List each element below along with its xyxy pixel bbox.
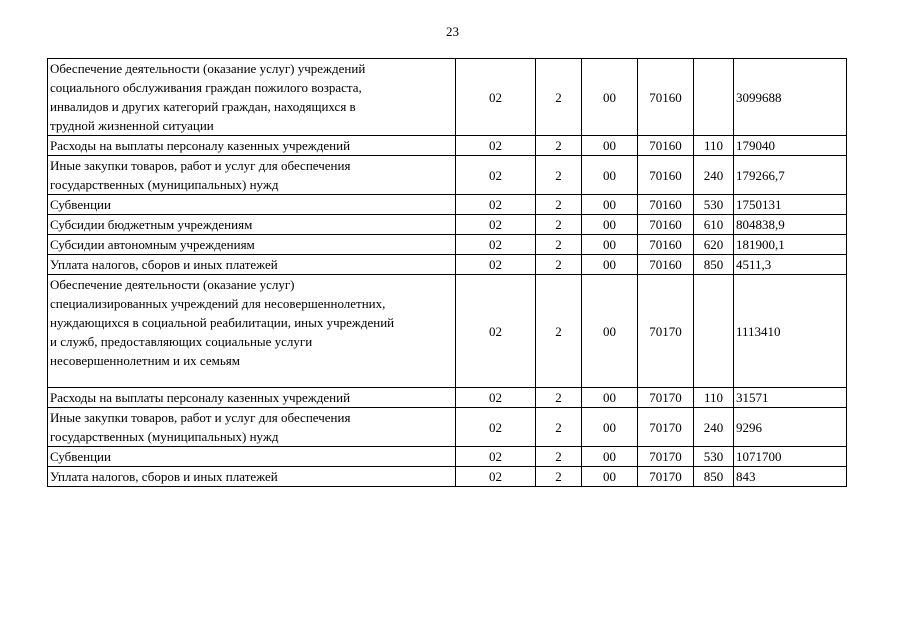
code-cell-c5: 240: [694, 156, 734, 195]
code-cell-c1: 02: [456, 255, 536, 275]
code-cell-c4: 70160: [638, 235, 694, 255]
code-cell-c1: 02: [456, 447, 536, 467]
code-cell-c2: 2: [536, 235, 582, 255]
code-cell-c4: 70170: [638, 275, 694, 388]
code-cell-c1: 02: [456, 136, 536, 156]
description-line: Расходы на выплаты персоналу казенных учреждений: [50, 390, 351, 405]
code-cell-c4: 70160: [638, 215, 694, 235]
row-description: [48, 235, 456, 255]
code-cell-c1: 02: [456, 388, 536, 408]
table-body: [48, 59, 847, 487]
code-cell-c4: 70160: [638, 136, 694, 156]
description-line: и служб, предоставляющих социальные услуги: [50, 334, 313, 349]
row-description: [48, 195, 456, 215]
code-cell-c4: 70170: [638, 388, 694, 408]
code-cell-c2: 2: [536, 136, 582, 156]
code-cell-c4: 70170: [638, 447, 694, 467]
code-cell-c2: 2: [536, 275, 582, 388]
code-cell-c1: 02: [456, 467, 536, 487]
code-cell-c5: 620: [694, 235, 734, 255]
description-line: Субвенции: [50, 197, 111, 212]
code-cell-c3: 00: [582, 255, 638, 275]
table-row: [48, 235, 847, 255]
row-description: [48, 255, 456, 275]
amount-cell: 3099688: [734, 59, 847, 136]
description-line: Субсидии автономным учреждениям: [50, 237, 255, 252]
description-line: Субсидии бюджетным учреждениям: [50, 217, 253, 232]
code-cell-c3: 00: [582, 388, 638, 408]
code-cell-c3: 00: [582, 447, 638, 467]
row-description: [48, 447, 456, 467]
code-cell-c3: 00: [582, 59, 638, 136]
table-row: [48, 156, 847, 195]
description-line: Обеспечение деятельности (оказание услуг) учреждений: [50, 61, 366, 76]
code-cell-c2: 2: [536, 215, 582, 235]
code-cell-c4: 70160: [638, 156, 694, 195]
code-cell-c5: 110: [694, 136, 734, 156]
description-line: трудной жизненной ситуации: [50, 118, 214, 133]
row-description: [48, 156, 456, 195]
budget-table: [47, 58, 847, 487]
code-cell-c3: 00: [582, 136, 638, 156]
code-cell-c4: 70170: [638, 408, 694, 447]
description-line: государственных (муниципальных) нужд: [50, 177, 279, 192]
code-cell-c5: [694, 59, 734, 136]
table-row: [48, 275, 847, 388]
description-line: государственных (муниципальных) нужд: [50, 429, 279, 444]
table-row: [48, 388, 847, 408]
table-row: [48, 136, 847, 156]
code-cell-c3: 00: [582, 215, 638, 235]
amount-cell: 843: [734, 467, 847, 487]
description-line: Иные закупки товаров, работ и услуг для обеспечения: [50, 158, 351, 173]
code-cell-c1: 02: [456, 156, 536, 195]
code-cell-c2: 2: [536, 447, 582, 467]
code-cell-c1: 02: [456, 59, 536, 136]
table-row: [48, 447, 847, 467]
amount-cell: 1113410: [734, 275, 847, 388]
description-line: Расходы на выплаты персоналу казенных учреждений: [50, 138, 351, 153]
table-row: [48, 195, 847, 215]
description-line: Обеспечение деятельности (оказание услуг): [50, 277, 295, 292]
description-line: несовершеннолетним и их семьям: [50, 353, 240, 368]
table-row: [48, 408, 847, 447]
amount-cell: 181900,1: [734, 235, 847, 255]
description-line: нуждающихся в социальной реабилитации, иных учреждений: [50, 315, 395, 330]
code-cell-c3: 00: [582, 156, 638, 195]
code-cell-c3: 00: [582, 275, 638, 388]
code-cell-c4: 70160: [638, 255, 694, 275]
code-cell-c3: 00: [582, 408, 638, 447]
amount-cell: 179266,7: [734, 156, 847, 195]
table-row: [48, 59, 847, 136]
description-line: Уплата налогов, сборов и иных платежей: [50, 257, 278, 272]
code-cell-c5: 110: [694, 388, 734, 408]
page-number: 23: [446, 24, 459, 39]
row-description: [48, 467, 456, 487]
amount-cell: 4511,3: [734, 255, 847, 275]
amount-cell: 9296: [734, 408, 847, 447]
amount-cell: 31571: [734, 388, 847, 408]
description-line: социального обслуживания граждан пожилого возраста,: [50, 80, 362, 95]
code-cell-c4: 70160: [638, 59, 694, 136]
code-cell-c5: 850: [694, 255, 734, 275]
code-cell-c5: 530: [694, 195, 734, 215]
code-cell-c3: 00: [582, 235, 638, 255]
code-cell-c5: 530: [694, 447, 734, 467]
code-cell-c2: 2: [536, 59, 582, 136]
description-line: Субвенции: [50, 449, 111, 464]
description-line: Уплата налогов, сборов и иных платежей: [50, 469, 278, 484]
table-row: [48, 467, 847, 487]
code-cell-c1: 02: [456, 235, 536, 255]
code-cell-c3: 00: [582, 467, 638, 487]
table-row: [48, 215, 847, 235]
description-line: инвалидов и других категорий граждан, находящихся в: [50, 99, 356, 114]
code-cell-c2: 2: [536, 467, 582, 487]
code-cell-c2: 2: [536, 195, 582, 215]
code-cell-c5: 240: [694, 408, 734, 447]
code-cell-c1: 02: [456, 408, 536, 447]
row-description: [48, 215, 456, 235]
amount-cell: 804838,9: [734, 215, 847, 235]
amount-cell: 1071700: [734, 447, 847, 467]
code-cell-c1: 02: [456, 195, 536, 215]
code-cell-c5: [694, 275, 734, 388]
code-cell-c5: 610: [694, 215, 734, 235]
row-description: [48, 408, 456, 447]
row-description: [48, 59, 456, 136]
code-cell-c2: 2: [536, 156, 582, 195]
code-cell-c4: 70160: [638, 195, 694, 215]
description-line: Иные закупки товаров, работ и услуг для обеспечения: [50, 410, 351, 425]
code-cell-c2: 2: [536, 388, 582, 408]
amount-cell: 1750131: [734, 195, 847, 215]
description-line: специализированных учреждений для несовершеннолетних,: [50, 296, 386, 311]
code-cell-c1: 02: [456, 275, 536, 388]
row-description: [48, 388, 456, 408]
code-cell-c4: 70170: [638, 467, 694, 487]
code-cell-c2: 2: [536, 408, 582, 447]
amount-cell: 179040: [734, 136, 847, 156]
code-cell-c3: 00: [582, 195, 638, 215]
row-description: [48, 275, 456, 388]
code-cell-c2: 2: [536, 255, 582, 275]
code-cell-c5: 850: [694, 467, 734, 487]
table-row: [48, 255, 847, 275]
row-description: [48, 136, 456, 156]
code-cell-c1: 02: [456, 215, 536, 235]
